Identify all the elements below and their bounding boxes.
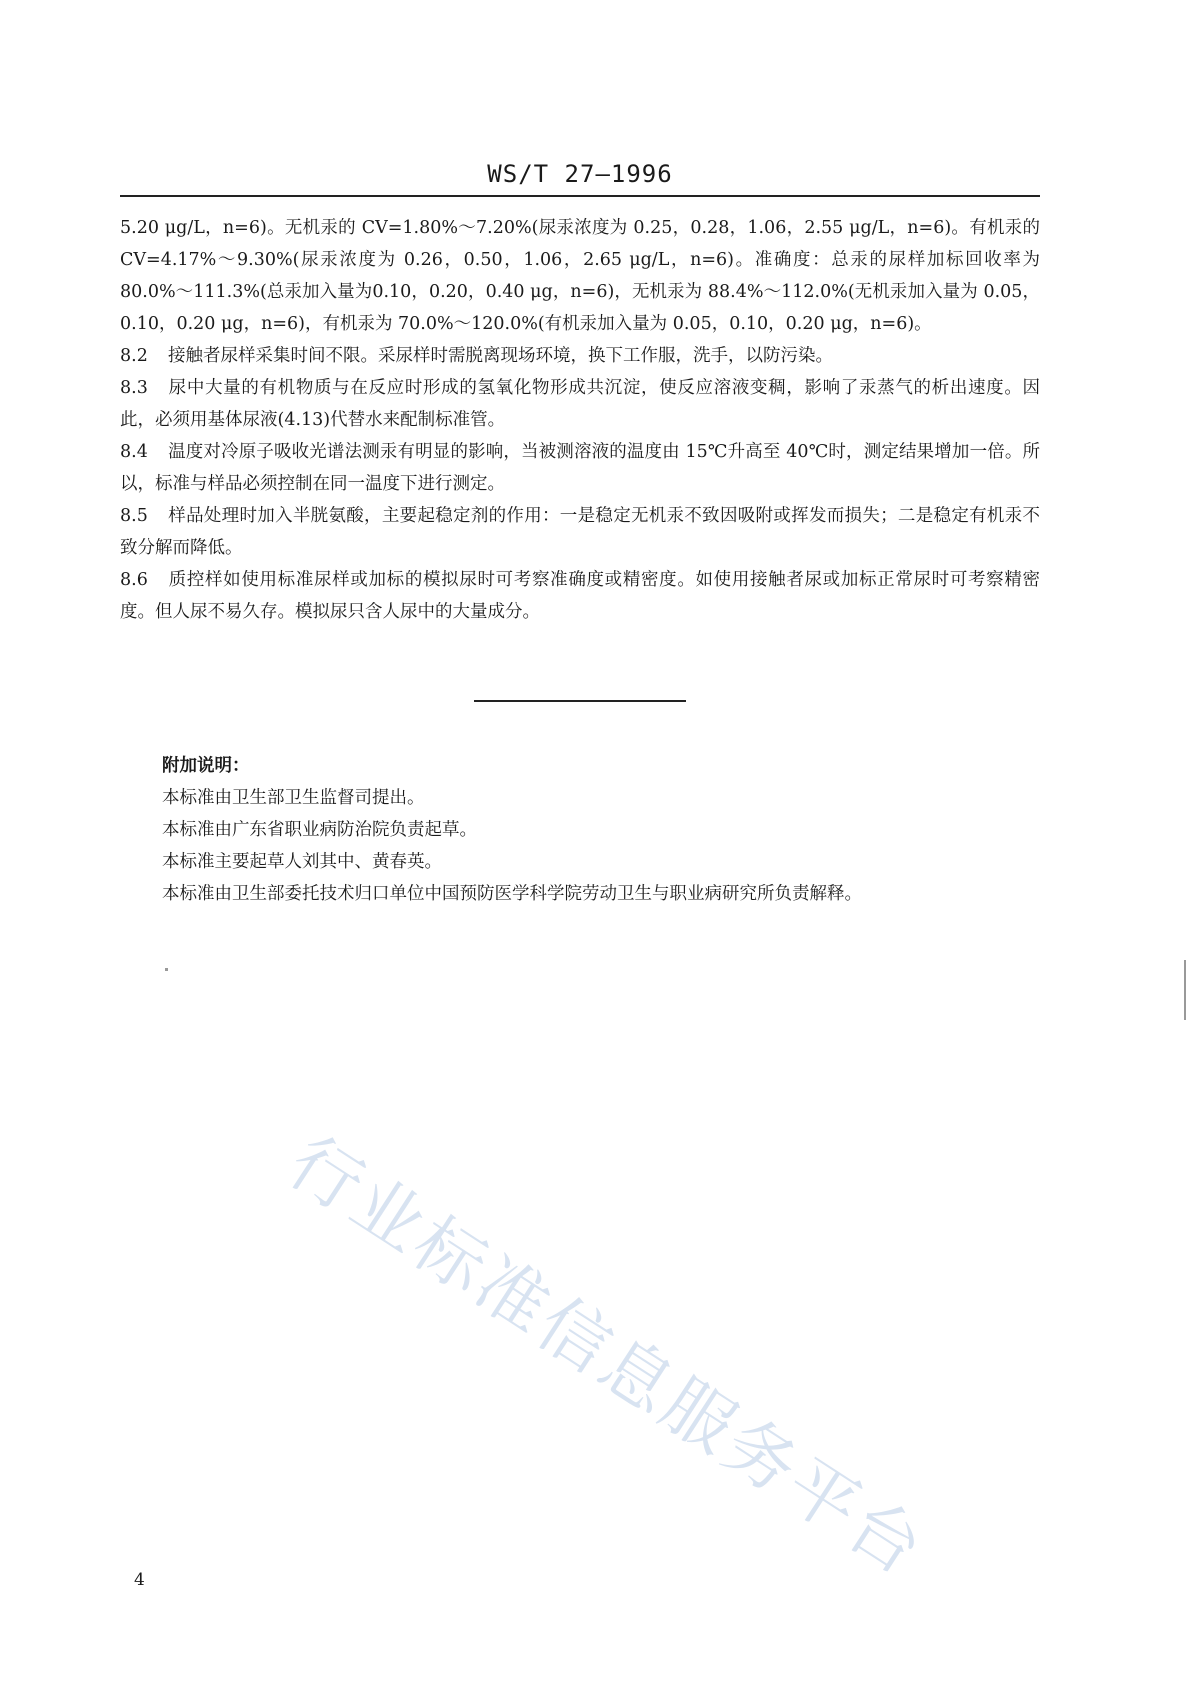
body-text bbox=[120, 212, 1040, 628]
paragraph-number: 8.2 bbox=[120, 346, 148, 366]
paragraph-text: 质控样如使用标准尿样或加标的模拟尿时可考察准确度或精密度。如使用接触者尿或加标正常尿时可考察精密度。但人尿不易久存。模拟尿只含人尿中的大量成分。 bbox=[120, 570, 1040, 622]
notes-line: 本标准由卫生部卫生监督司提出。 bbox=[162, 788, 425, 808]
scan-speck bbox=[165, 968, 168, 971]
paragraph-text: 尿中大量的有机物质与在反应时形成的氢氧化物形成共沉淀，使反应溶液变稠，影响了汞蒸气的析出速度。因此，必须用基体尿液(4.13)代替水来配制标准管。 bbox=[120, 378, 1040, 430]
notes-title: 附加说明： bbox=[162, 756, 250, 776]
paragraph-text: 样品处理时加入半胱氨酸，主要起稳定剂的作用：一是稳定无机汞不致因吸附或挥发而损失；二是稳定有机汞不致分解而降低。 bbox=[120, 506, 1040, 558]
paragraph-8-6 bbox=[120, 564, 1040, 628]
paragraph-8-3 bbox=[120, 372, 1040, 436]
watermark: 行业标准信息服务平台 bbox=[274, 1120, 940, 1593]
additional-notes bbox=[162, 750, 1042, 910]
paragraph-number: 8.6 bbox=[120, 570, 148, 590]
paragraph-number: 8.5 bbox=[120, 506, 148, 526]
header-rule bbox=[120, 195, 1040, 197]
paragraph-number: 8.3 bbox=[120, 378, 148, 398]
page-number: 4 bbox=[134, 1570, 145, 1590]
paragraph-number: 8.4 bbox=[120, 442, 148, 462]
paragraph-8-4 bbox=[120, 436, 1040, 500]
paragraph-text: 5.20 μg/L，n=6)。无机汞的 CV=1.80%～7.20%(尿汞浓度为 0.25，0.28，1.06，2.55 μg/L，n=6)。有机汞的 CV=4.17%～9.30%(尿汞浓度为 0.26，0.50，1.06，2.65 μg/L，n=6)。准确度：总汞的尿样加标回收率为 80.0%～111.3%(总汞加入量为0.10，0.20，0.40 μg，n=6)，无机汞为 88.4%～112.0%(无机汞加入量为 0.05，0.10，0.20 μg，n=6)，有机汞为 70.0%～120.0%(有机汞加入量为 0.05，0.10，0.20 μg，n=6)。 bbox=[120, 218, 1040, 334]
standard-code-header: WS/T 27—1996 bbox=[487, 160, 673, 188]
paragraph-continuation bbox=[120, 212, 1040, 340]
notes-line: 本标准由广东省职业病防治院负责起草。 bbox=[162, 820, 477, 840]
notes-line: 本标准主要起草人刘其中、黄春英。 bbox=[162, 852, 442, 872]
scan-edge-mark bbox=[1184, 960, 1186, 1020]
notes-line: 本标准由卫生部委托技术归口单位中国预防医学科学院劳动卫生与职业病研究所负责解释。 bbox=[162, 884, 862, 904]
paragraph-8-5 bbox=[120, 500, 1040, 564]
end-of-text-rule bbox=[474, 700, 686, 702]
paragraph-text: 温度对冷原子吸收光谱法测汞有明显的影响，当被测溶液的温度由 15℃升高至 40℃时，测定结果增加一倍。所以，标准与样品必须控制在同一温度下进行测定。 bbox=[120, 442, 1040, 494]
paragraph-text: 接触者尿样采集时间不限。采尿样时需脱离现场环境，换下工作服，洗手，以防污染。 bbox=[168, 346, 833, 366]
paragraph-8-2 bbox=[120, 340, 1040, 372]
